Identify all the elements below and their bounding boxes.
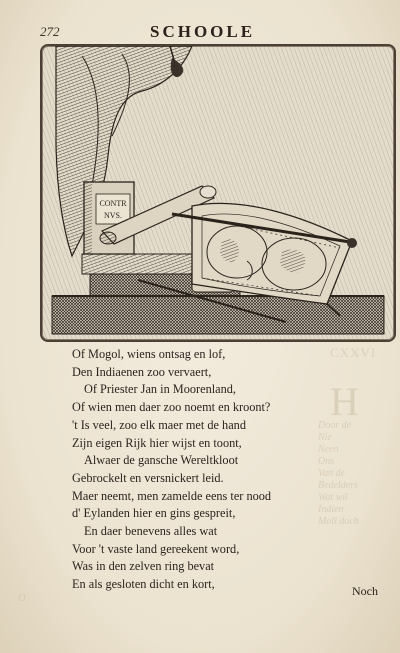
verse-line: Den Indiaenen zoo vervaert, bbox=[72, 364, 212, 379]
running-title: SCHOOLE bbox=[150, 22, 256, 41]
verse-line: Voor 't vaste land gereekent word, bbox=[72, 541, 240, 556]
verse-line: Alwaer de gansche Wereltkloot bbox=[84, 453, 239, 468]
verse-line: En als gesloten dicht en kort, bbox=[72, 577, 215, 592]
verse-line: Of Mogol, wiens ontsag en lof, bbox=[72, 347, 226, 361]
verse-line: Of Priester Jan in Moorenland, bbox=[84, 382, 236, 397]
catchword: Noch bbox=[352, 584, 378, 598]
verse-line: Of wien men daer zoo noemt en kroont? bbox=[72, 400, 271, 415]
engraving-plate bbox=[40, 44, 396, 342]
book-label-line1: CONTR bbox=[99, 199, 127, 208]
verse-line: En daer benevens alles wat bbox=[84, 524, 218, 539]
show-through-numeral: CXXVI bbox=[330, 345, 377, 360]
verse-line: Zijn eigen Rijk hier wijst en toont, bbox=[72, 435, 242, 450]
page-number: 272 bbox=[40, 24, 60, 39]
poem-text bbox=[72, 346, 372, 594]
show-through-mark: o bbox=[18, 588, 26, 605]
verse-line: Was in den zelven ring bevat bbox=[72, 559, 215, 574]
show-through-initial: H bbox=[330, 379, 359, 424]
verse-line: Gebrockelt en versnickert leid. bbox=[72, 470, 224, 485]
verse-line: 't Is veel, zoo elk maer met de hand bbox=[72, 417, 246, 432]
engraving-illustration bbox=[42, 46, 394, 340]
book-label-line2: NVS. bbox=[103, 211, 123, 220]
verse-line: d' Eylanden hier en gins gespreit, bbox=[72, 506, 236, 521]
verse-line: Maer neemt, men zamelde eens ter nood bbox=[72, 488, 272, 503]
page-header bbox=[0, 22, 400, 44]
show-through-text-lower: Door de Nie Neen Ons Van de Bedelders Wat wil Indien Moll doch bbox=[318, 420, 359, 527]
